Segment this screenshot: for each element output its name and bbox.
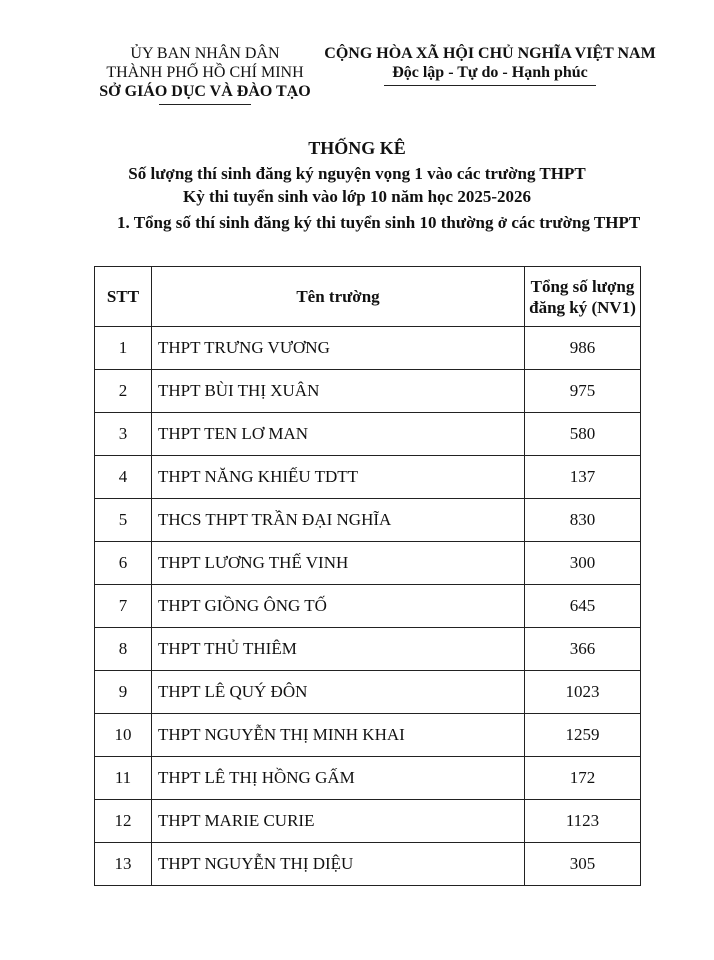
row-count: 172 bbox=[525, 757, 641, 800]
row-school-name: THPT LÊ QUÝ ĐÔN bbox=[152, 671, 525, 714]
authority-line-3: SỞ GIÁO DỤC VÀ ĐÀO TẠO bbox=[99, 83, 311, 100]
row-school-name: THPT TEN LƠ MAN bbox=[152, 413, 525, 456]
row-stt: 3 bbox=[95, 413, 152, 456]
row-count: 366 bbox=[525, 628, 641, 671]
row-count: 1023 bbox=[525, 671, 641, 714]
motto-underline bbox=[384, 85, 596, 86]
document-subtitle-2: Kỳ thi tuyển sinh vào lớp 10 năm học 2025-2026 bbox=[182, 187, 532, 206]
row-count: 1123 bbox=[525, 800, 641, 843]
row-school-name: THPT BÙI THỊ XUÂN bbox=[152, 370, 525, 413]
row-stt: 8 bbox=[95, 628, 152, 671]
row-stt: 11 bbox=[95, 757, 152, 800]
registration-table bbox=[94, 266, 641, 886]
section-heading: 1. Tổng số thí sinh đăng ký thi tuyển sinh 10 thường ở các trường THPT bbox=[117, 213, 641, 232]
table-row bbox=[95, 843, 641, 886]
header-count-line-2: đăng ký (NV1) bbox=[529, 297, 636, 317]
row-count: 300 bbox=[525, 542, 641, 585]
table-row bbox=[95, 327, 641, 370]
table-row bbox=[95, 370, 641, 413]
national-title: CỘNG HÒA XÃ HỘI CHỦ NGHĨA VIỆT NAM bbox=[324, 45, 656, 62]
national-motto: Độc lập - Tự do - Hạnh phúc bbox=[392, 64, 588, 81]
row-stt: 2 bbox=[95, 370, 152, 413]
table-row bbox=[95, 757, 641, 800]
row-school-name: THCS THPT TRẦN ĐẠI NGHĨA bbox=[152, 499, 525, 542]
row-school-name: THPT MARIE CURIE bbox=[152, 800, 525, 843]
row-school-name: THPT LƯƠNG THẾ VINH bbox=[152, 542, 525, 585]
row-school-name: THPT NĂNG KHIẾU TDTT bbox=[152, 456, 525, 499]
table-body bbox=[95, 327, 641, 886]
row-school-name: THPT TRƯNG VƯƠNG bbox=[152, 327, 525, 370]
document-title: THỐNG KÊ bbox=[308, 138, 406, 158]
table-row bbox=[95, 499, 641, 542]
row-school-name: THPT NGUYỄN THỊ MINH KHAI bbox=[152, 714, 525, 757]
row-count: 580 bbox=[525, 413, 641, 456]
row-count: 645 bbox=[525, 585, 641, 628]
table-row bbox=[95, 413, 641, 456]
row-stt: 5 bbox=[95, 499, 152, 542]
header-registration-count bbox=[525, 267, 641, 327]
header-count-line-1: Tổng số lượng bbox=[530, 276, 635, 296]
table-row bbox=[95, 542, 641, 585]
row-school-name: THPT THỦ THIÊM bbox=[152, 628, 525, 671]
row-stt: 10 bbox=[95, 714, 152, 757]
issuing-authority-header bbox=[75, 44, 335, 105]
row-count: 975 bbox=[525, 370, 641, 413]
row-count: 830 bbox=[525, 499, 641, 542]
table-row bbox=[95, 585, 641, 628]
header-school-name: Tên trường bbox=[152, 267, 525, 327]
row-school-name: THPT LÊ THỊ HỒNG GẤM bbox=[152, 757, 525, 800]
table-row bbox=[95, 456, 641, 499]
row-count: 137 bbox=[525, 456, 641, 499]
row-stt: 13 bbox=[95, 843, 152, 886]
row-stt: 6 bbox=[95, 542, 152, 585]
row-count: 986 bbox=[525, 327, 641, 370]
row-stt: 7 bbox=[95, 585, 152, 628]
national-header bbox=[322, 44, 658, 86]
row-stt: 1 bbox=[95, 327, 152, 370]
row-stt: 4 bbox=[95, 456, 152, 499]
table-row bbox=[95, 628, 641, 671]
header-stt: STT bbox=[95, 267, 152, 327]
document-subtitle-1: Số lượng thí sinh đăng ký nguyện vọng 1 vào các trường THPT bbox=[128, 164, 586, 183]
document-title-block bbox=[0, 137, 714, 208]
table-header-row bbox=[95, 267, 641, 327]
authority-underline bbox=[159, 104, 251, 105]
table-row bbox=[95, 714, 641, 757]
row-school-name: THPT GIỒNG ÔNG TỐ bbox=[152, 585, 525, 628]
table-row bbox=[95, 671, 641, 714]
row-count: 305 bbox=[525, 843, 641, 886]
row-stt: 12 bbox=[95, 800, 152, 843]
authority-line-2: THÀNH PHỐ HỒ CHÍ MINH bbox=[106, 64, 304, 81]
row-count: 1259 bbox=[525, 714, 641, 757]
authority-line-1: ỦY BAN NHÂN DÂN bbox=[130, 45, 280, 62]
row-stt: 9 bbox=[95, 671, 152, 714]
table-row bbox=[95, 800, 641, 843]
row-school-name: THPT NGUYỄN THỊ DIỆU bbox=[152, 843, 525, 886]
